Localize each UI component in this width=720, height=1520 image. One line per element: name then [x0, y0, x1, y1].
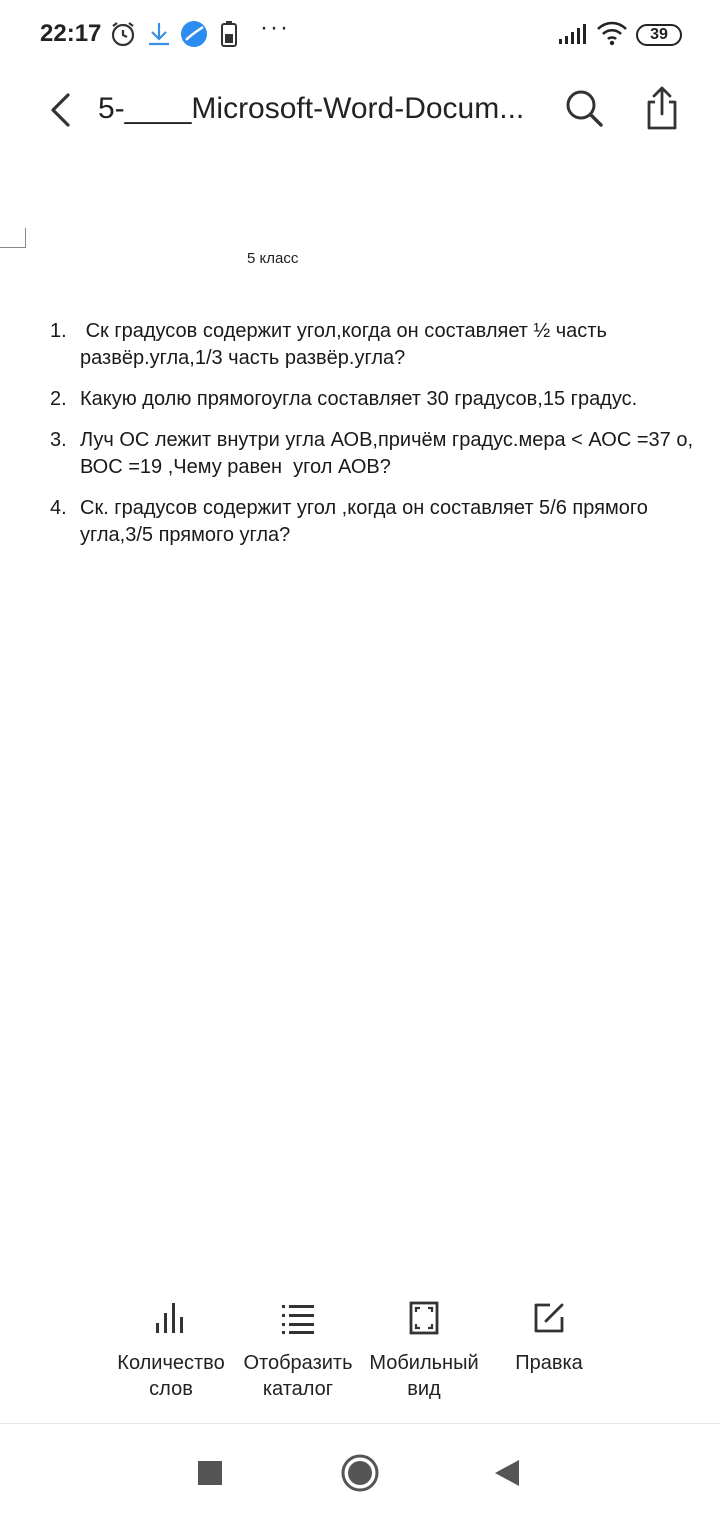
battery-icon	[636, 24, 682, 46]
recent-apps-button[interactable]	[190, 1453, 230, 1493]
nav-back-button[interactable]	[487, 1453, 527, 1493]
status-time: 22:17	[40, 20, 102, 47]
share-button[interactable]	[640, 84, 684, 132]
alarm-icon	[110, 20, 136, 53]
list-item	[50, 427, 720, 481]
document-title: 5-____Microsoft-Word-Docum...	[98, 92, 525, 125]
list-item	[50, 318, 720, 372]
triangle-back-icon	[493, 1458, 521, 1488]
show-catalog-label: Отобразить каталог	[243, 1352, 353, 1400]
mobile-view-button[interactable]	[360, 1298, 488, 1402]
battery-level: 39	[650, 26, 668, 43]
square-icon	[197, 1460, 223, 1486]
mobile-view-icon	[404, 1298, 444, 1338]
page-corner-mark	[0, 228, 26, 248]
question-text: Луч ОС лежит внутри угла АОВ,причём градус.мера < АОС =37 о, ВОС =19 ,Чему равен угол АОВ?	[80, 429, 694, 478]
app-icon	[180, 20, 208, 53]
edit-icon	[529, 1298, 569, 1338]
circle-icon	[340, 1453, 380, 1493]
search-button[interactable]	[562, 86, 606, 130]
question-number: 1.	[50, 320, 67, 342]
edit-button[interactable]	[485, 1298, 613, 1376]
question-number: 2.	[50, 388, 67, 410]
back-icon	[48, 92, 72, 128]
list-icon	[278, 1298, 318, 1338]
list-item	[50, 386, 720, 413]
question-number: 4.	[50, 497, 67, 519]
download-icon	[146, 20, 172, 53]
battery-saver-icon	[220, 20, 238, 53]
system-nav-bar	[0, 1425, 720, 1520]
question-number: 3.	[50, 429, 67, 451]
question-text: Ск градусов содержит угол,когда он составляет ½ часть развёр.угла,1/3 часть развёр.угла?	[80, 320, 607, 369]
status-bar	[0, 0, 720, 70]
home-button[interactable]	[340, 1453, 380, 1493]
question-list	[50, 318, 720, 563]
question-text: Ск. градусов содержит угол ,когда он составляет 5/6 прямого угла,3/5 прямого угла?	[80, 497, 648, 546]
document-heading: 5 класс	[247, 250, 299, 267]
search-icon	[562, 86, 606, 130]
edit-label: Правка	[515, 1352, 583, 1374]
show-catalog-button[interactable]	[234, 1298, 362, 1402]
share-icon	[640, 84, 684, 132]
question-text: Какую долю прямогоугла составляет 30 градусов,15 градус.	[80, 388, 638, 410]
word-count-icon	[151, 1298, 191, 1338]
mobile-view-label: Мобильный вид	[369, 1352, 479, 1400]
word-count-button[interactable]	[107, 1298, 235, 1402]
document-page[interactable]	[0, 150, 720, 1260]
more-icon: ···	[260, 14, 290, 41]
back-button[interactable]	[40, 88, 80, 132]
word-count-label: Количество слов	[117, 1352, 225, 1400]
wifi-icon	[596, 20, 628, 51]
list-item	[50, 495, 720, 549]
app-header	[0, 70, 720, 150]
signal-icon	[558, 22, 588, 51]
bottom-toolbar	[0, 1260, 720, 1424]
